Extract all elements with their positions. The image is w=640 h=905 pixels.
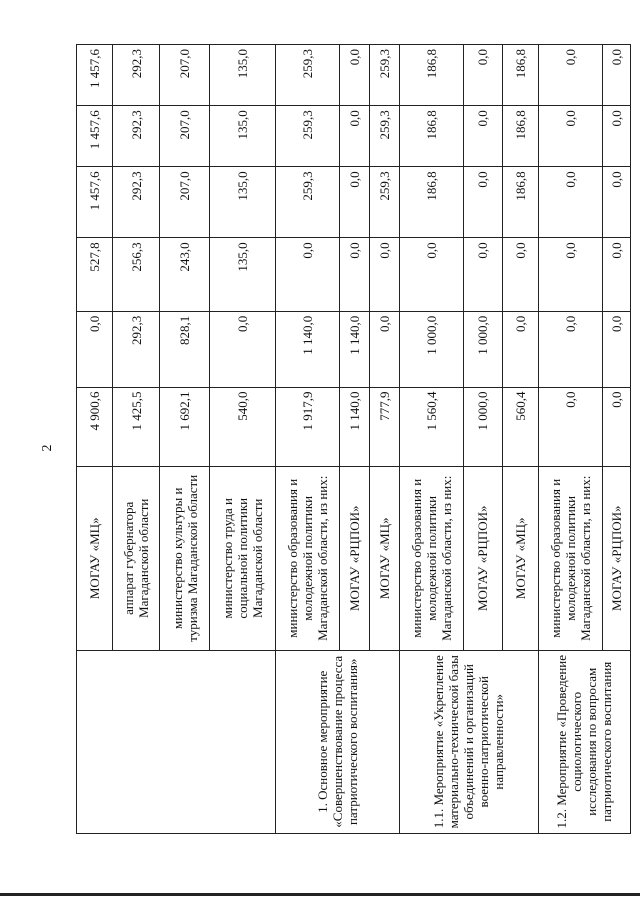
value-cell: 0,0 [538, 238, 602, 311]
value-cell: 0,0 [369, 311, 399, 387]
value-cell: 1 000,0 [464, 387, 503, 467]
value-cell: 1 140,0 [340, 311, 370, 387]
value-cell: 1 000,0 [399, 311, 463, 387]
value-cell: 0,0 [538, 387, 602, 467]
executor-cell: МОГАУ «МЦ» [77, 467, 113, 650]
value-cell: 1 140,0 [275, 311, 339, 387]
value-cell: 243,0 [160, 238, 209, 311]
event-cell: 1.2. Мероприятие «Проведение социологического исследования по вопросам патриотического воспитания [538, 650, 630, 833]
table-row [275, 45, 339, 834]
value-cell: 1 457,6 [77, 106, 113, 167]
value-cell: 259,3 [369, 45, 399, 106]
value-cell: 259,3 [369, 167, 399, 238]
value-cell: 1 140,0 [340, 387, 370, 467]
value-cell: 1 425,5 [113, 387, 160, 467]
event-cell: 1. Основное мероприятие «Совершенствование процесса патриотического воспитания» [275, 650, 399, 833]
executor-cell: МОГАУ «РЦПОИ» [603, 467, 631, 650]
value-cell: 0,0 [340, 106, 370, 167]
executor-cell: МОГАУ «МЦ» [502, 467, 538, 650]
value-cell: 292,3 [113, 311, 160, 387]
value-cell: 0,0 [464, 167, 503, 238]
value-cell: 292,3 [113, 106, 160, 167]
executor-cell: министерство труда и социальной политики Магаданской области [209, 467, 275, 650]
value-cell: 1 457,6 [77, 167, 113, 238]
value-cell: 0,0 [538, 45, 602, 106]
value-cell: 828,1 [160, 311, 209, 387]
value-cell: 1 000,0 [464, 311, 503, 387]
value-cell: 0,0 [538, 311, 602, 387]
value-cell: 777,9 [369, 387, 399, 467]
value-cell: 0,0 [399, 238, 463, 311]
value-cell: 4 900,6 [77, 387, 113, 467]
budget-table [76, 44, 631, 834]
executor-cell: министерство образования и молодежной политики Магаданской области, из них: [399, 467, 463, 650]
executor-cell: МОГАУ «МЦ» [369, 467, 399, 650]
value-cell: 0,0 [502, 238, 538, 311]
value-cell: 0,0 [340, 167, 370, 238]
executor-cell: МОГАУ «РЦПОИ» [340, 467, 370, 650]
table-row [77, 45, 113, 834]
value-cell: 560,4 [502, 387, 538, 467]
value-cell: 135,0 [209, 45, 275, 106]
event-cell: 1.1. Мероприятие «Укрепление материально-технической базы объединений и организаций военно-патриотической направленности» [399, 650, 538, 833]
value-cell: 186,8 [399, 45, 463, 106]
table-row [399, 45, 463, 834]
value-cell: 259,3 [275, 167, 339, 238]
value-cell: 0,0 [340, 238, 370, 311]
executor-cell: МОГАУ «РЦПОИ» [464, 467, 503, 650]
value-cell: 0,0 [369, 238, 399, 311]
page-number: 2 [40, 444, 55, 452]
value-cell: 1 917,9 [275, 387, 339, 467]
event-cell [77, 650, 276, 833]
value-cell: 292,3 [113, 167, 160, 238]
value-cell: 186,8 [502, 106, 538, 167]
value-cell: 292,3 [113, 45, 160, 106]
value-cell: 0,0 [603, 238, 631, 311]
value-cell: 0,0 [209, 311, 275, 387]
value-cell: 135,0 [209, 106, 275, 167]
value-cell: 0,0 [464, 238, 503, 311]
value-cell: 207,0 [160, 106, 209, 167]
value-cell: 0,0 [502, 311, 538, 387]
value-cell: 540,0 [209, 387, 275, 467]
value-cell: 207,0 [160, 167, 209, 238]
executor-cell: министерство образования и молодежной политики Магаданской области, из них: [538, 467, 602, 650]
table-row [538, 45, 602, 834]
executor-cell: министерство культуры и туризма Магаданской области [160, 467, 209, 650]
value-cell: 207,0 [160, 45, 209, 106]
value-cell: 186,8 [399, 167, 463, 238]
value-cell: 135,0 [209, 238, 275, 311]
value-cell: 1 560,4 [399, 387, 463, 467]
value-cell: 186,8 [502, 45, 538, 106]
executor-cell: аппарат губернатора Магаданской области [113, 467, 160, 650]
value-cell: 256,3 [113, 238, 160, 311]
value-cell: 0,0 [603, 167, 631, 238]
value-cell: 527,8 [77, 238, 113, 311]
executor-cell: министерство образования и молодежной политики Магаданской области, из них: [275, 467, 339, 650]
value-cell: 0,0 [464, 45, 503, 106]
value-cell: 186,8 [399, 106, 463, 167]
value-cell: 1 457,6 [77, 45, 113, 106]
value-cell: 259,3 [275, 106, 339, 167]
value-cell: 0,0 [603, 387, 631, 467]
value-cell: 0,0 [77, 311, 113, 387]
value-cell: 0,0 [538, 167, 602, 238]
value-cell: 0,0 [603, 45, 631, 106]
value-cell: 1 692,1 [160, 387, 209, 467]
bottom-border-line [0, 893, 640, 896]
value-cell: 0,0 [538, 106, 602, 167]
value-cell: 0,0 [603, 106, 631, 167]
value-cell: 0,0 [275, 238, 339, 311]
value-cell: 186,8 [502, 167, 538, 238]
value-cell: 0,0 [340, 45, 370, 106]
value-cell: 259,3 [369, 106, 399, 167]
value-cell: 0,0 [603, 311, 631, 387]
value-cell: 259,3 [275, 45, 339, 106]
value-cell: 135,0 [209, 167, 275, 238]
value-cell: 0,0 [464, 106, 503, 167]
